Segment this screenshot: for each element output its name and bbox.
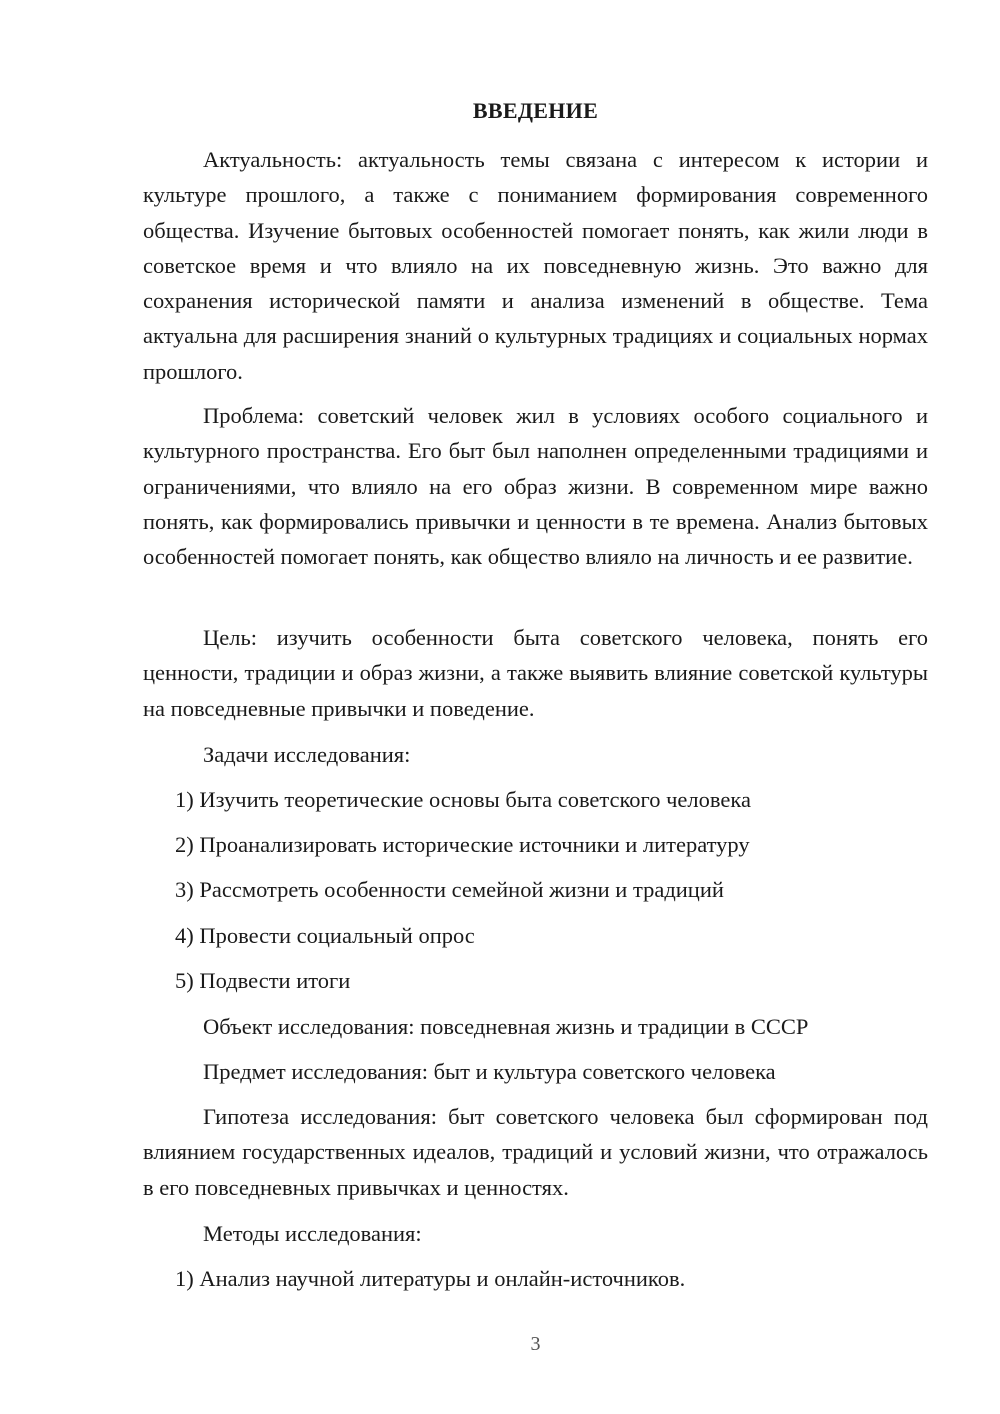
task-item: 5) Подвести итоги xyxy=(175,968,351,993)
relevance-paragraph: Актуальность: актуальность темы связана с интересом к истории и культуре прошлого, а также с пониманием формирования современного общества. Изучение бытовых особенностей помогает понять, как жили люди в советское время и что влияло на их повседневную жизнь. Это важно для сохранения исторической памяти и анализа изменений в обществе. Тема актуальна для расширения знаний о культурных традициях и социальных нормах прошлого. xyxy=(143,147,928,384)
task-item: 1) Изучить теоретические основы быта советского человека xyxy=(175,787,751,812)
research-object: Объект исследования: повседневная жизнь и традиции в СССР xyxy=(203,1014,809,1039)
method-item: 1) Анализ научной литературы и онлайн-источников. xyxy=(175,1266,686,1291)
research-subject: Предмет исследования: быт и культура советского человека xyxy=(203,1059,776,1084)
task-item: 3) Рассмотреть особенности семейной жизни и традиций xyxy=(175,877,724,902)
tasks-heading: Задачи исследования: xyxy=(203,742,411,767)
document-page xyxy=(143,0,928,1414)
hypothesis-paragraph: Гипотеза исследования: быт советского человека был сформирован под влиянием государственных идеалов, традиций и условий жизни, что отражалось в его повседневных привычках и ценностях. xyxy=(143,1104,928,1200)
goal-paragraph: Цель: изучить особенности быта советского человека, понять его ценности, традиции и образ жизни, а также выявить влияние советской культуры на повседневные привычки и поведение. xyxy=(143,625,928,721)
page-number: 3 xyxy=(530,1333,541,1355)
methods-heading: Методы исследования: xyxy=(203,1221,422,1246)
problem-paragraph: Проблема: советский человек жил в условиях особого социального и культурного пространства. Его быт был наполнен определенными традициями и ограничениями, что влияло на его образ жизни. В современном мире важно понять, как формировались привычки и ценности в те времена. Анализ бытовых особенностей помогает понять, как общество влияло на личность и ее развитие. xyxy=(143,403,928,570)
task-item: 4) Провести социальный опрос xyxy=(175,923,475,948)
page-title: ВВЕДЕНИЕ xyxy=(472,98,599,123)
task-item: 2) Проанализировать исторические источники и литературу xyxy=(175,832,750,857)
